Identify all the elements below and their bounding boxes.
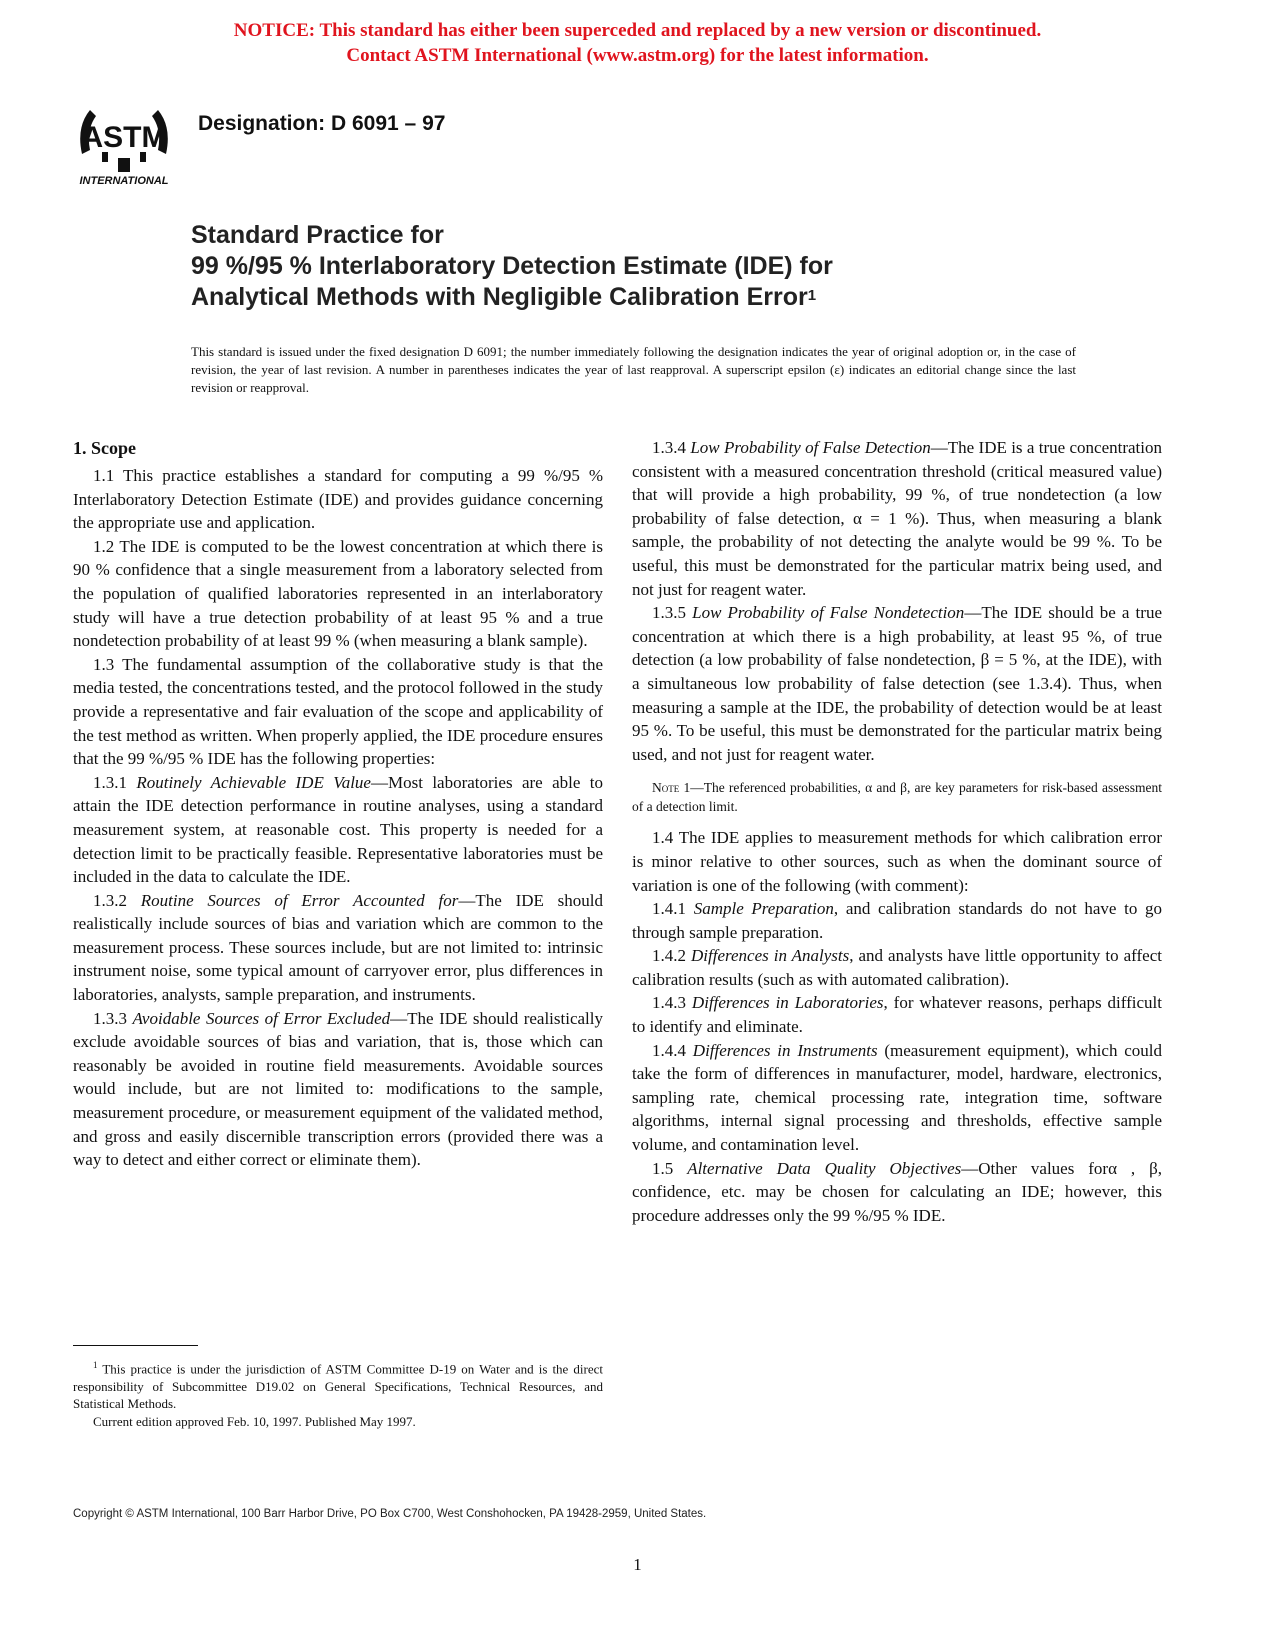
footnote-edition: Current edition approved Feb. 10, 1997. Published May 1997. [93,1413,416,1429]
paragraph-1-1: 1.1 This practice establishes a standard for computing a 99 %/95 % Interlaboratory Detection Estimate (IDE) and provides guidance concerning the appropriate use and application. [73,466,603,533]
paragraph-1-4-4: 1.4.4 Differences in Instruments (measurement equipment), which could take the form of differences in manufacturer, model, hardware, electronics, sampling rate, chemical processing rate, integration time, software algorithms, internal signal processing and thresholds, effective sample volume, and contamination level. [632,1040,1163,1155]
paragraph-1-4-3: 1.4.3 Differences in Laboratories, for whatever reasons, perhaps difficult to identify and eliminate. [632,993,1162,1037]
note-1: Note 1—The referenced probabilities, α and β, are key parameters for risk-based assessment of a detection limit. [632,780,1162,815]
paragraph-1-3-4: 1.3.4 Low Probability of False Detection—The IDE is a true concentration consistent with a measured concentration threshold (critical measured value) that will provide a high probability, 99 %, of true nondetection (a low probability of false detection, α = 1 %). Thus, when measuring a blank sample, the probability of not detecting the analyte would be 99 %. To be useful, this must be demonstrated for the particular matrix being used, and not just for reagent water. [632,438,1162,599]
footnote-divider [73,1345,198,1346]
footnote [73,1357,603,1430]
paragraph-1-3-5: 1.3.5 Low Probability of False Nondetection—The IDE should be a true concentration at which there is a high probability, at least 95 %, of true detection (a low probability of false nondetection, β = 5 %, at the IDE), with a simultaneous low probability of false detection (see 1.3.4). Thus, when measuring a sample at the IDE, the probability of detection would be at least 95 %. To be useful, this must be demonstrated for the particular matrix being used, and not just for reagent water. [632,603,1162,764]
paragraph-1-3: 1.3 The fundamental assumption of the collaborative study is that the media tested, the concentrations tested, and the protocol followed in the study provide a representative and fair evaluation of the scope and applicability of the test method as written. When properly applied, the IDE procedure ensures that the 99 %/95 % IDE has the following properties: [73,654,603,769]
paragraph-1-5: 1.5 Alternative Data Quality Objectives—Other values forα , β, confidence, etc. may be chosen for calculating an IDE; however, this procedure addresses only the 99 %/95 % IDE. [632,1158,1163,1225]
paragraph-1-3-3: 1.3.3 Avoidable Sources of Error Excluded—The IDE should realistically exclude avoidable sources of bias and variation, that is, those which can reasonably be avoided in routine field measurements. Avoidable sources would include, but are not limited to: modifications to the sample, measurement procedure, or measurement equipment of the validated method, and gross and easily discernible transcription errors (provided there was a way to detect and either correct or eliminate them). [73,1008,603,1170]
paragraph-1-3-2: 1.3.2 Routine Sources of Error Accounted for—The IDE should realistically include sources of bias and variation which are common to the measurement process. These sources include, but are not limited to: intrinsic instrument noise, some typical amount of carryover error, plus differences in laboratories, analysts, sample preparation, and instruments. [73,890,604,1005]
title-line-2: 99 %/95 % Interlaboratory Detection Estimate (IDE) for [191,252,833,280]
designation: Designation: D 6091 – 97 [198,112,446,135]
document-title [191,220,1191,313]
title-footnote-mark: 1 [807,287,817,304]
paragraph-1-2: 1.2 The IDE is computed to be the lowest concentration at which there is 90 % confidence that a single measurement from a laboratory selected from the population of qualified laboratories represented in an interlaboratory study will have a true detection probability of at least 95 % and a true nondetection probability of at least 99 % (when measuring a blank sample). [73,536,603,651]
notice-line-2: Contact ASTM International (www.astm.org) for the latest information. [346,45,929,66]
svg-text:INTERNATIONAL: INTERNATIONAL [79,175,169,187]
notice-line-1: NOTICE: This standard has either been superceded and replaced by a new version or discontinued. [233,20,1042,41]
title-line-3: Analytical Methods with Negligible Calibration Error$^1$ [191,283,817,311]
paragraph-1-3-1: 1.3.1 Routinely Achievable IDE Value—Most laboratories are able to attain the IDE detection performance in routine analyses, using a standard measurement system, at reasonable cost. This property is needed for a detection limit to be practically feasible. Representative laboratories must be included in the data to calculate the IDE. [73,772,603,887]
paragraph-1-4-1: 1.4.1 Sample Preparation, and calibration standards do not have to go through sample preparation. [632,899,1163,942]
paragraph-1-4: 1.4 The IDE applies to measurement methods for which calibration error is minor relative to other sources, such as when the dominant source of variation is one of the following (with comment): [632,828,1162,895]
right-column [632,436,1162,1227]
section-heading-scope: 1. Scope [73,438,136,458]
astm-logo [68,92,180,187]
issuance-statement: This standard is issued under the fixed designation D 6091; the number immediately following the designation indicates the year of original adoption or, in the case of revision, the year of last revision. A number in parentheses indicates the year of last reapproval. A superscript epsilon (ε) indicates an editorial change since the last revision or reapproval. [191,344,1076,395]
page-number: 1 [633,1555,642,1574]
left-column [73,436,603,1172]
title-line-1: Standard Practice for [191,221,444,249]
footnote-1: $^1$ This practice is under the jurisdiction of ASTM Committee D-19 on Water and is the direct responsibility of Subcommittee D19.02 on General Specifications, Technical Resources, and Statistical Methods. [73,1360,603,1412]
copyright-notice: Copyright © ASTM International, 100 Barr Harbor Drive, PO Box C700, West Conshohocken, PA 19428-2959, United States. [73,1508,707,1520]
supersession-notice [0,18,1275,68]
svg-text:ASTM: ASTM [81,121,167,154]
paragraph-1-4-2: 1.4.2 Differences in Analysts, and analysts have little opportunity to affect calibration results (such as with automated calibration). [632,946,1162,989]
